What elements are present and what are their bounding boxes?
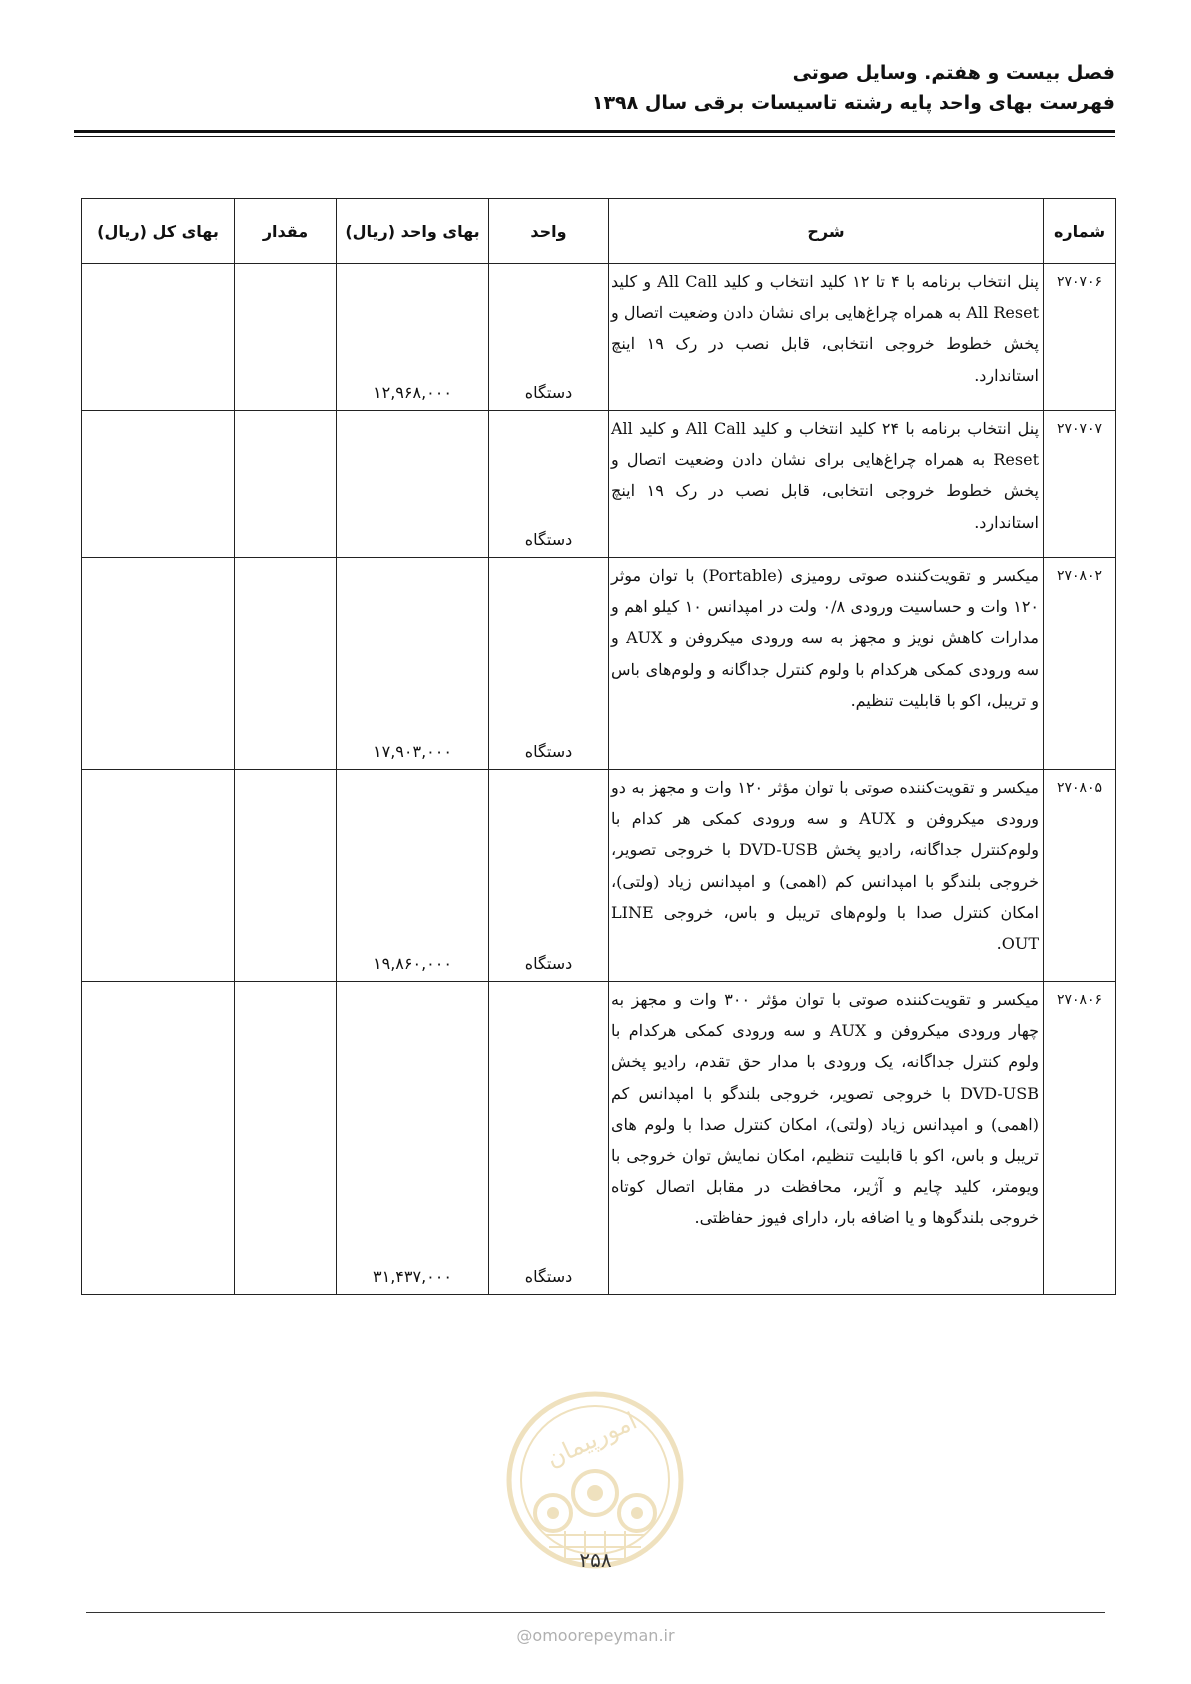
row-quantity	[235, 982, 337, 1295]
row-unit: دستگاه	[489, 982, 609, 1295]
row-code: ۲۷۰۸۰۶	[1044, 982, 1116, 1295]
price-table	[81, 198, 1116, 1295]
row-unit: دستگاه	[489, 411, 609, 558]
header-rule-thin	[74, 136, 1115, 137]
row-total-price	[82, 982, 235, 1295]
row-unit-price	[337, 411, 489, 558]
header-rule-thick	[74, 130, 1115, 133]
row-total-price	[82, 264, 235, 411]
header-total-price: بهای کل (ریال)	[82, 199, 235, 264]
row-quantity	[235, 411, 337, 558]
row-total-price	[82, 411, 235, 558]
footer-rule	[86, 1612, 1105, 1613]
row-unit-price: ۱۲,۹۶۸,۰۰۰	[337, 264, 489, 411]
row-total-price	[82, 558, 235, 770]
svg-text:امورپیمان: امورپیمان	[542, 1406, 642, 1473]
row-code: ۲۷۰۸۰۲	[1044, 558, 1116, 770]
row-unit: دستگاه	[489, 264, 609, 411]
table-row	[82, 770, 1116, 982]
table-header-row	[82, 199, 1116, 264]
row-unit-price: ۱۹,۸۶۰,۰۰۰	[337, 770, 489, 982]
header-code: شماره	[1044, 199, 1116, 264]
row-code: ۲۷۰۷۰۷	[1044, 411, 1116, 558]
gear-icon	[573, 1471, 617, 1515]
row-description: پنل انتخاب برنامه با ۲۴ کلید انتخاب و کلید All Call و کلید All Reset به همراه چراغ‌هایی برای نشان دادن وضعیت اتصال و پخش خطوط خروجی انتخابی، قابل نصب در رک ۱۹ اینچ استاندارد.	[609, 411, 1044, 558]
row-unit-price: ۳۱,۴۳۷,۰۰۰	[337, 982, 489, 1295]
header-description: شرح	[609, 199, 1044, 264]
row-unit: دستگاه	[489, 770, 609, 982]
gear-icon	[535, 1495, 571, 1531]
row-description: میکسر و تقویت‌کننده صوتی رومیزی (Portable) با توان موثر ۱۲۰ وات و حساسیت ورودی ۰/۸ ولت در امپدانس ۱۰ کیلو اهم و مدارات کاهش نویز و مجهز به سه ورودی میکروفن و AUX و سه ورودی کمکی هرکدام با ولوم کنترل جداگانه و ولوم‌های باس و تریبل، اکو با قابلیت تنظیم.	[609, 558, 1044, 770]
table-row	[82, 411, 1116, 558]
row-quantity	[235, 770, 337, 982]
row-code: ۲۷۰۷۰۶	[1044, 264, 1116, 411]
price-list-title: فهرست بهای واحد پایه رشته تاسیسات برقی سال ۱۳۹۸	[591, 92, 1115, 114]
page-header	[75, 58, 1115, 118]
row-code: ۲۷۰۸۰۵	[1044, 770, 1116, 982]
row-quantity	[235, 264, 337, 411]
header-quantity: مقدار	[235, 199, 337, 264]
table-row	[82, 982, 1116, 1295]
row-description: میکسر و تقویت‌کننده صوتی با توان مؤثر ۱۲۰ وات و مجهز به دو ورودی میکروفن و AUX و سه ورودی کمکی هر کدام با ولوم‌کنترل جداگانه، رادیو پخش DVD-USB با خروجی تصویر، خروجی بلندگو با امپدانس کم (اهمی) و امپدانس زیاد (ولتی)، امکان کنترل صدا با ولوم‌های تریبل و باس، خروجی LINE OUT.	[609, 770, 1044, 982]
gear-icon	[619, 1495, 655, 1531]
header-unit: واحد	[489, 199, 609, 264]
row-total-price	[82, 770, 235, 982]
row-quantity	[235, 558, 337, 770]
row-unit-price: ۱۷,۹۰۳,۰۰۰	[337, 558, 489, 770]
chapter-title: فصل بیست و هفتم. وسایل صوتی	[792, 62, 1115, 84]
page-number: ۲۵۸	[579, 1548, 612, 1572]
table-row	[82, 264, 1116, 411]
row-description: میکسر و تقویت‌کننده صوتی با توان مؤثر ۳۰۰ وات و مجهز به چهار ورودی میکروفن و AUX و سه ورودی کمکی هرکدام با ولوم کنترل جداگانه، یک ورودی با مدار حق تقدم، رادیو پخش DVD-USB با خروجی تصویر، خروجی بلندگو با امپدانس کم (اهمی) و امپدانس زیاد (ولتی)، امکان کنترل صدا با ولوم های تریبل و باس، اکو با قابلیت تنظیم، امکان نمایش توان خروجی با ویومتر، کلید چایم و آژیر، محافظت در مقابل اتصال کوتاه خروجی بلندگوها و یا اضافه بار، دارای فیوز حفاظتی.	[609, 982, 1044, 1295]
row-description: پنل انتخاب برنامه با ۴ تا ۱۲ کلید انتخاب و کلید All Call و کلید All Reset به همراه چراغ‌هایی برای نشان دادن وضعیت اتصال و پخش خطوط خروجی انتخابی، قابل نصب در رک ۱۹ اینچ استاندارد.	[609, 264, 1044, 411]
table-row	[82, 558, 1116, 770]
header-unit-price: بهای واحد (ریال)	[337, 199, 489, 264]
watermark-url: @omoorepeyman.ir	[516, 1626, 675, 1645]
row-unit: دستگاه	[489, 558, 609, 770]
